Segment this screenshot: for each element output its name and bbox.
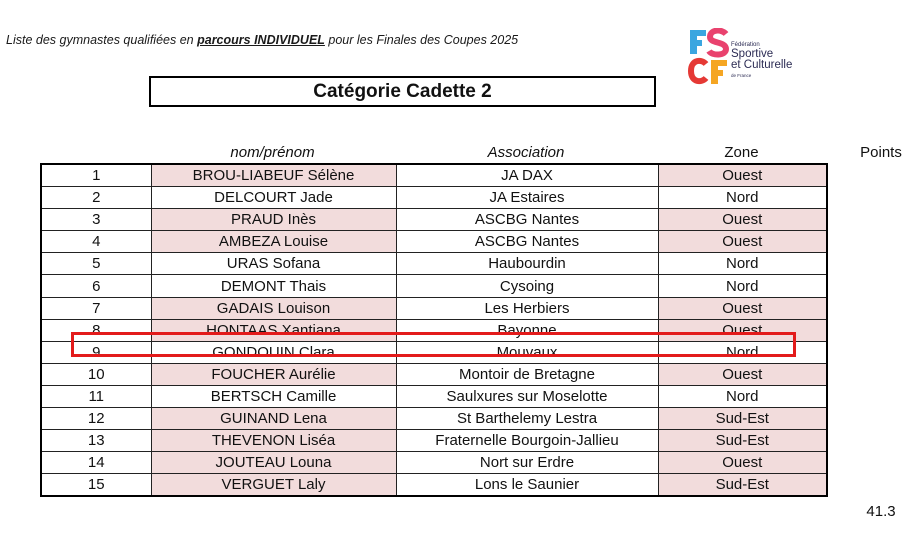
zone-cell: Nord xyxy=(658,385,827,407)
table-row xyxy=(41,231,827,253)
points-cell xyxy=(850,187,912,211)
points-cell xyxy=(850,235,912,259)
intro-text xyxy=(6,33,518,47)
zone-cell: Ouest xyxy=(658,164,827,187)
points-cell xyxy=(850,452,912,476)
points-cell xyxy=(850,476,912,500)
rank-cell: 14 xyxy=(41,452,151,474)
name-cell: URAS Sofana xyxy=(151,253,396,275)
points-cell xyxy=(850,428,912,452)
points-cell xyxy=(850,332,912,356)
results-table xyxy=(40,163,828,497)
association-cell: JA DAX xyxy=(396,164,658,187)
points-cell xyxy=(850,284,912,308)
header-association: Association xyxy=(487,144,565,161)
rank-cell: 9 xyxy=(41,341,151,363)
association-cell: Bayonne xyxy=(396,319,658,341)
association-cell: Lons le Saunier xyxy=(396,474,658,497)
header-name: nom/prénom xyxy=(230,144,315,161)
intro-prefix: Liste des gymnastes qualifiées en xyxy=(6,33,194,47)
name-cell: JOUTEAU Louna xyxy=(151,452,396,474)
table-row xyxy=(41,474,827,497)
table-row xyxy=(41,164,827,187)
association-cell: Mouvaux xyxy=(396,341,658,363)
name-cell: VERGUET Laly xyxy=(151,474,396,497)
zone-cell: Ouest xyxy=(658,231,827,253)
zone-cell: Nord xyxy=(658,187,827,209)
table-row xyxy=(41,319,827,341)
table-row xyxy=(41,430,827,452)
rank-cell: 2 xyxy=(41,187,151,209)
name-cell: DEMONT Thais xyxy=(151,275,396,297)
association-cell: Montoir de Bretagne xyxy=(396,363,658,385)
points-cell xyxy=(850,211,912,235)
table-row xyxy=(41,452,827,474)
name-cell: PRAUD Inès xyxy=(151,209,396,231)
logo-line-2: Sportive xyxy=(731,48,774,60)
table-row xyxy=(41,297,827,319)
association-cell: Nort sur Erdre xyxy=(396,452,658,474)
association-cell: Saulxures sur Moselotte xyxy=(396,385,658,407)
rank-cell: 13 xyxy=(41,430,151,452)
header-points: Points xyxy=(860,144,902,161)
zone-cell: Sud-Est xyxy=(658,474,827,497)
association-cell: Haubourdin xyxy=(396,253,658,275)
table-row xyxy=(41,187,827,209)
table-row xyxy=(41,408,827,430)
points-cell xyxy=(850,259,912,283)
intro-suffix: pour les Finales des Coupes 2025 xyxy=(328,33,519,47)
name-cell: FOUCHER Aurélie xyxy=(151,363,396,385)
zone-cell: Nord xyxy=(658,275,827,297)
name-cell: GADAIS Louison xyxy=(151,297,396,319)
points-cell xyxy=(850,308,912,332)
logo-line-3: et Culturelle xyxy=(731,59,793,71)
table-row xyxy=(41,209,827,231)
table-row xyxy=(41,253,827,275)
name-cell: DELCOURT Jade xyxy=(151,187,396,209)
name-cell: HONTAAS Xantiana xyxy=(151,319,396,341)
points-cell xyxy=(850,404,912,428)
name-cell: BERTSCH Camille xyxy=(151,385,396,407)
association-cell: JA Estaires xyxy=(396,187,658,209)
rank-cell: 11 xyxy=(41,385,151,407)
association-cell: St Barthelemy Lestra xyxy=(396,408,658,430)
association-cell: Fraternelle Bourgoin-Jallieu xyxy=(396,430,658,452)
rank-cell: 5 xyxy=(41,253,151,275)
name-cell: AMBEZA Louise xyxy=(151,231,396,253)
logo-line-4: de France xyxy=(731,73,752,78)
fscf-logo-mark xyxy=(688,28,730,90)
zone-cell: Ouest xyxy=(658,297,827,319)
rank-cell: 7 xyxy=(41,297,151,319)
zone-cell: Sud-Est xyxy=(658,430,827,452)
zone-cell: Ouest xyxy=(658,209,827,231)
rank-cell: 3 xyxy=(41,209,151,231)
points-cell xyxy=(850,163,912,187)
association-cell: ASCBG Nantes xyxy=(396,209,658,231)
points-cell xyxy=(850,380,912,404)
logo-line-1: Fédération xyxy=(731,42,760,48)
rank-cell: 1 xyxy=(41,164,151,187)
rank-cell: 15 xyxy=(41,474,151,497)
rank-cell: 8 xyxy=(41,319,151,341)
association-cell: Les Herbiers xyxy=(396,297,658,319)
table-row xyxy=(41,275,827,297)
zone-cell: Sud-Est xyxy=(658,408,827,430)
header-zone: Zone xyxy=(724,144,759,161)
zone-cell: Ouest xyxy=(658,319,827,341)
category-title: Catégorie Cadette 2 xyxy=(149,76,656,107)
zone-cell: Ouest xyxy=(658,452,827,474)
points-cell: 41.3 xyxy=(866,503,896,521)
name-cell: BROU-LIABEUF Sélène xyxy=(151,164,396,187)
rank-cell: 10 xyxy=(41,363,151,385)
intro-emphasis: parcours INDIVIDUEL xyxy=(197,33,325,47)
association-cell: Cysoing xyxy=(396,275,658,297)
points-cell xyxy=(850,356,912,380)
association-cell: ASCBG Nantes xyxy=(396,231,658,253)
zone-cell: Nord xyxy=(658,341,827,363)
zone-cell: Nord xyxy=(658,253,827,275)
name-cell: THEVENON Liséa xyxy=(151,430,396,452)
table-row xyxy=(41,385,827,407)
fscf-logo xyxy=(688,28,808,92)
rank-cell: 6 xyxy=(41,275,151,297)
name-cell: GONDOUIN Clara xyxy=(151,341,396,363)
rank-cell: 12 xyxy=(41,408,151,430)
name-cell: GUINAND Lena xyxy=(151,408,396,430)
rank-cell: 4 xyxy=(41,231,151,253)
table-row xyxy=(41,363,827,385)
table-row xyxy=(41,341,827,363)
zone-cell: Ouest xyxy=(658,363,827,385)
